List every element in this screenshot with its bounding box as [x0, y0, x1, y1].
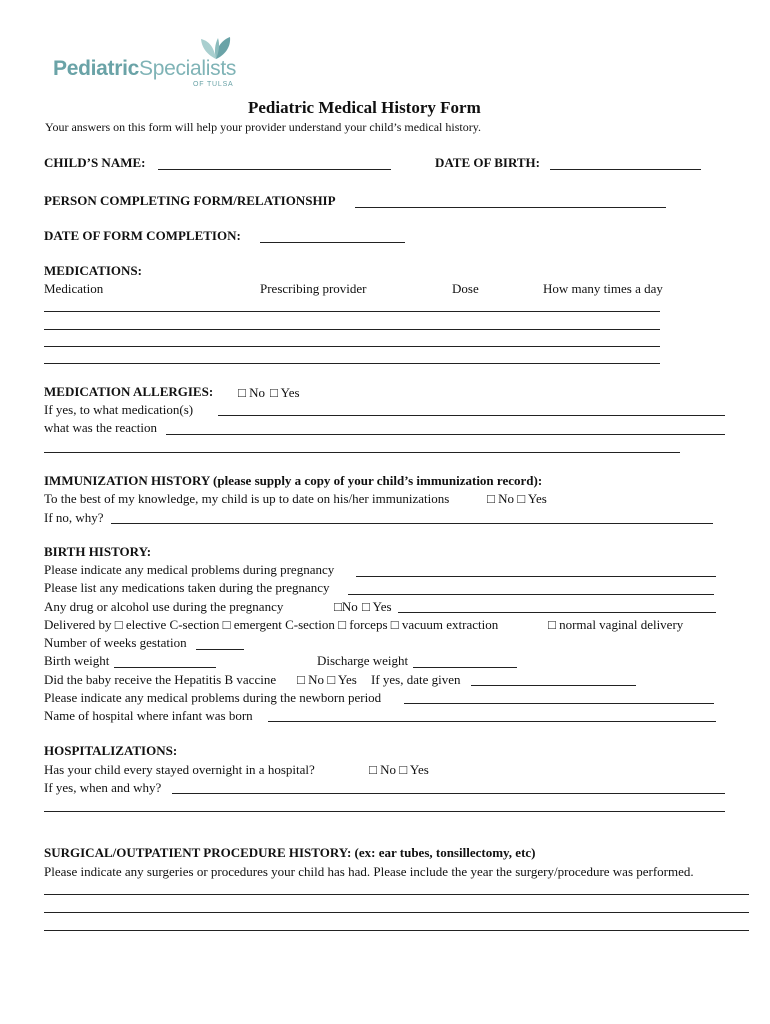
immunization-if-no-label: If no, why?: [44, 510, 104, 525]
logo-wordmark: [53, 57, 236, 81]
form-intro: Your answers on this form will help your provider understand your child’s medical history.: [45, 120, 481, 134]
hospitalizations-extra-line[interactable]: [44, 811, 725, 812]
surgical-row-line[interactable]: [44, 930, 749, 931]
discharge-weight-label: Discharge weight: [317, 653, 409, 668]
birth-hep-b-date-label: If yes, date given: [371, 672, 461, 687]
birth-hep-b-options[interactable]: □ No □ Yes: [297, 672, 357, 687]
birth-weight-field[interactable]: [114, 667, 216, 668]
hospitalizations-if-yes-label: If yes, when and why?: [44, 780, 162, 795]
medication-row-line[interactable]: [44, 311, 660, 312]
date-of-birth-label: DATE OF BIRTH:: [435, 155, 540, 170]
medications-col-dose: Dose: [452, 281, 479, 296]
immunization-question: To the best of my knowledge, my child is up to date on his/her immunizations: [44, 491, 450, 506]
person-completing-label: PERSON COMPLETING FORM/RELATIONSHIP: [44, 193, 336, 208]
surgical-row-line[interactable]: [44, 912, 749, 913]
medication-row-line[interactable]: [44, 346, 660, 347]
birth-heading: BIRTH HISTORY:: [44, 544, 152, 559]
surgical-instructions: Please indicate any surgeries or procedures your child has had. Please include the year the surgery/procedure was performed.: [44, 864, 694, 879]
hospitalizations-question: Has your child every stayed overnight in a hospital?: [44, 762, 315, 777]
birth-drug-no-checkbox[interactable]: □No: [334, 599, 358, 614]
childs-name-label: CHILD’S NAME:: [44, 155, 146, 170]
hospitalizations-heading: HOSPITALIZATIONS:: [44, 743, 178, 758]
form-title: Pediatric Medical History Form: [248, 98, 481, 117]
birth-drug-yes-checkbox[interactable]: □ Yes: [362, 599, 392, 614]
surgical-heading: SURGICAL/OUTPATIENT PROCEDURE HISTORY: (ex: ear tubes, tonsillectomy, etc): [44, 845, 536, 860]
logo-subtitle: OF TULSA: [193, 81, 234, 88]
allergies-medications-field[interactable]: [218, 415, 725, 416]
date-completion-field[interactable]: [260, 242, 405, 243]
birth-weight-label: Birth weight: [44, 653, 110, 668]
birth-meds-pregnancy-label: Please list any medications taken during the pregnancy: [44, 580, 330, 595]
allergies-extra-line[interactable]: [44, 452, 680, 453]
birth-hep-b-date-field[interactable]: [471, 685, 636, 686]
logo-brand-part2: Specialists: [139, 57, 237, 80]
allergies-if-yes-label: If yes, to what medication(s): [44, 402, 194, 417]
date-of-birth-field[interactable]: [550, 169, 701, 170]
birth-weeks-gestation-label: Number of weeks gestation: [44, 635, 187, 650]
date-completion-label: DATE OF FORM COMPLETION:: [44, 228, 241, 243]
birth-problems-pregnancy-label: Please indicate any medical problems during pregnancy: [44, 562, 335, 577]
immunization-options[interactable]: □ No □ Yes: [487, 491, 547, 506]
birth-meds-pregnancy-field[interactable]: [348, 594, 714, 595]
hospitalizations-options[interactable]: □ No □ Yes: [369, 762, 429, 777]
birth-hep-b-label: Did the baby receive the Hepatitis B vaccine: [44, 672, 277, 687]
discharge-weight-field[interactable]: [413, 667, 517, 668]
medications-heading: MEDICATIONS:: [44, 263, 142, 278]
birth-delivered-by-options[interactable]: Delivered by □ elective C-section □ emergent C-section □ forceps □ vacuum extraction: [44, 617, 499, 632]
birth-normal-vaginal-checkbox[interactable]: □ normal vaginal delivery: [548, 617, 684, 632]
birth-hospital-name-field[interactable]: [268, 721, 716, 722]
birth-weeks-gestation-field[interactable]: [196, 649, 244, 650]
allergies-yes-checkbox[interactable]: □ Yes: [270, 385, 300, 400]
logo-brand-part1: Pediatric: [53, 57, 140, 80]
medication-row-line[interactable]: [44, 329, 660, 330]
immunization-why-field[interactable]: [111, 523, 713, 524]
allergies-reaction-label: what was the reaction: [44, 420, 157, 435]
birth-newborn-problems-label: Please indicate any medical problems during the newborn period: [44, 690, 382, 705]
birth-problems-pregnancy-field[interactable]: [356, 576, 716, 577]
medications-col-medication: Medication: [44, 281, 104, 296]
birth-drug-details-field[interactable]: [398, 612, 716, 613]
medication-row-line[interactable]: [44, 363, 660, 364]
allergies-no-checkbox[interactable]: □ No: [238, 385, 265, 400]
allergies-heading: MEDICATION ALLERGIES:: [44, 384, 214, 399]
person-completing-field[interactable]: [355, 207, 666, 208]
medications-col-provider: Prescribing provider: [260, 281, 367, 296]
immunization-heading: IMMUNIZATION HISTORY (please supply a copy of your child’s immunization record):: [44, 473, 543, 488]
allergies-reaction-field[interactable]: [166, 434, 725, 435]
medications-col-frequency: How many times a day: [543, 281, 663, 296]
childs-name-field[interactable]: [158, 169, 391, 170]
hospitalizations-details-field[interactable]: [172, 793, 725, 794]
birth-hospital-name-label: Name of hospital where infant was born: [44, 708, 253, 723]
surgical-row-line[interactable]: [44, 894, 749, 895]
birth-newborn-problems-field[interactable]: [404, 703, 714, 704]
birth-drug-alcohol-label: Any drug or alcohol use during the pregnancy: [44, 599, 284, 614]
